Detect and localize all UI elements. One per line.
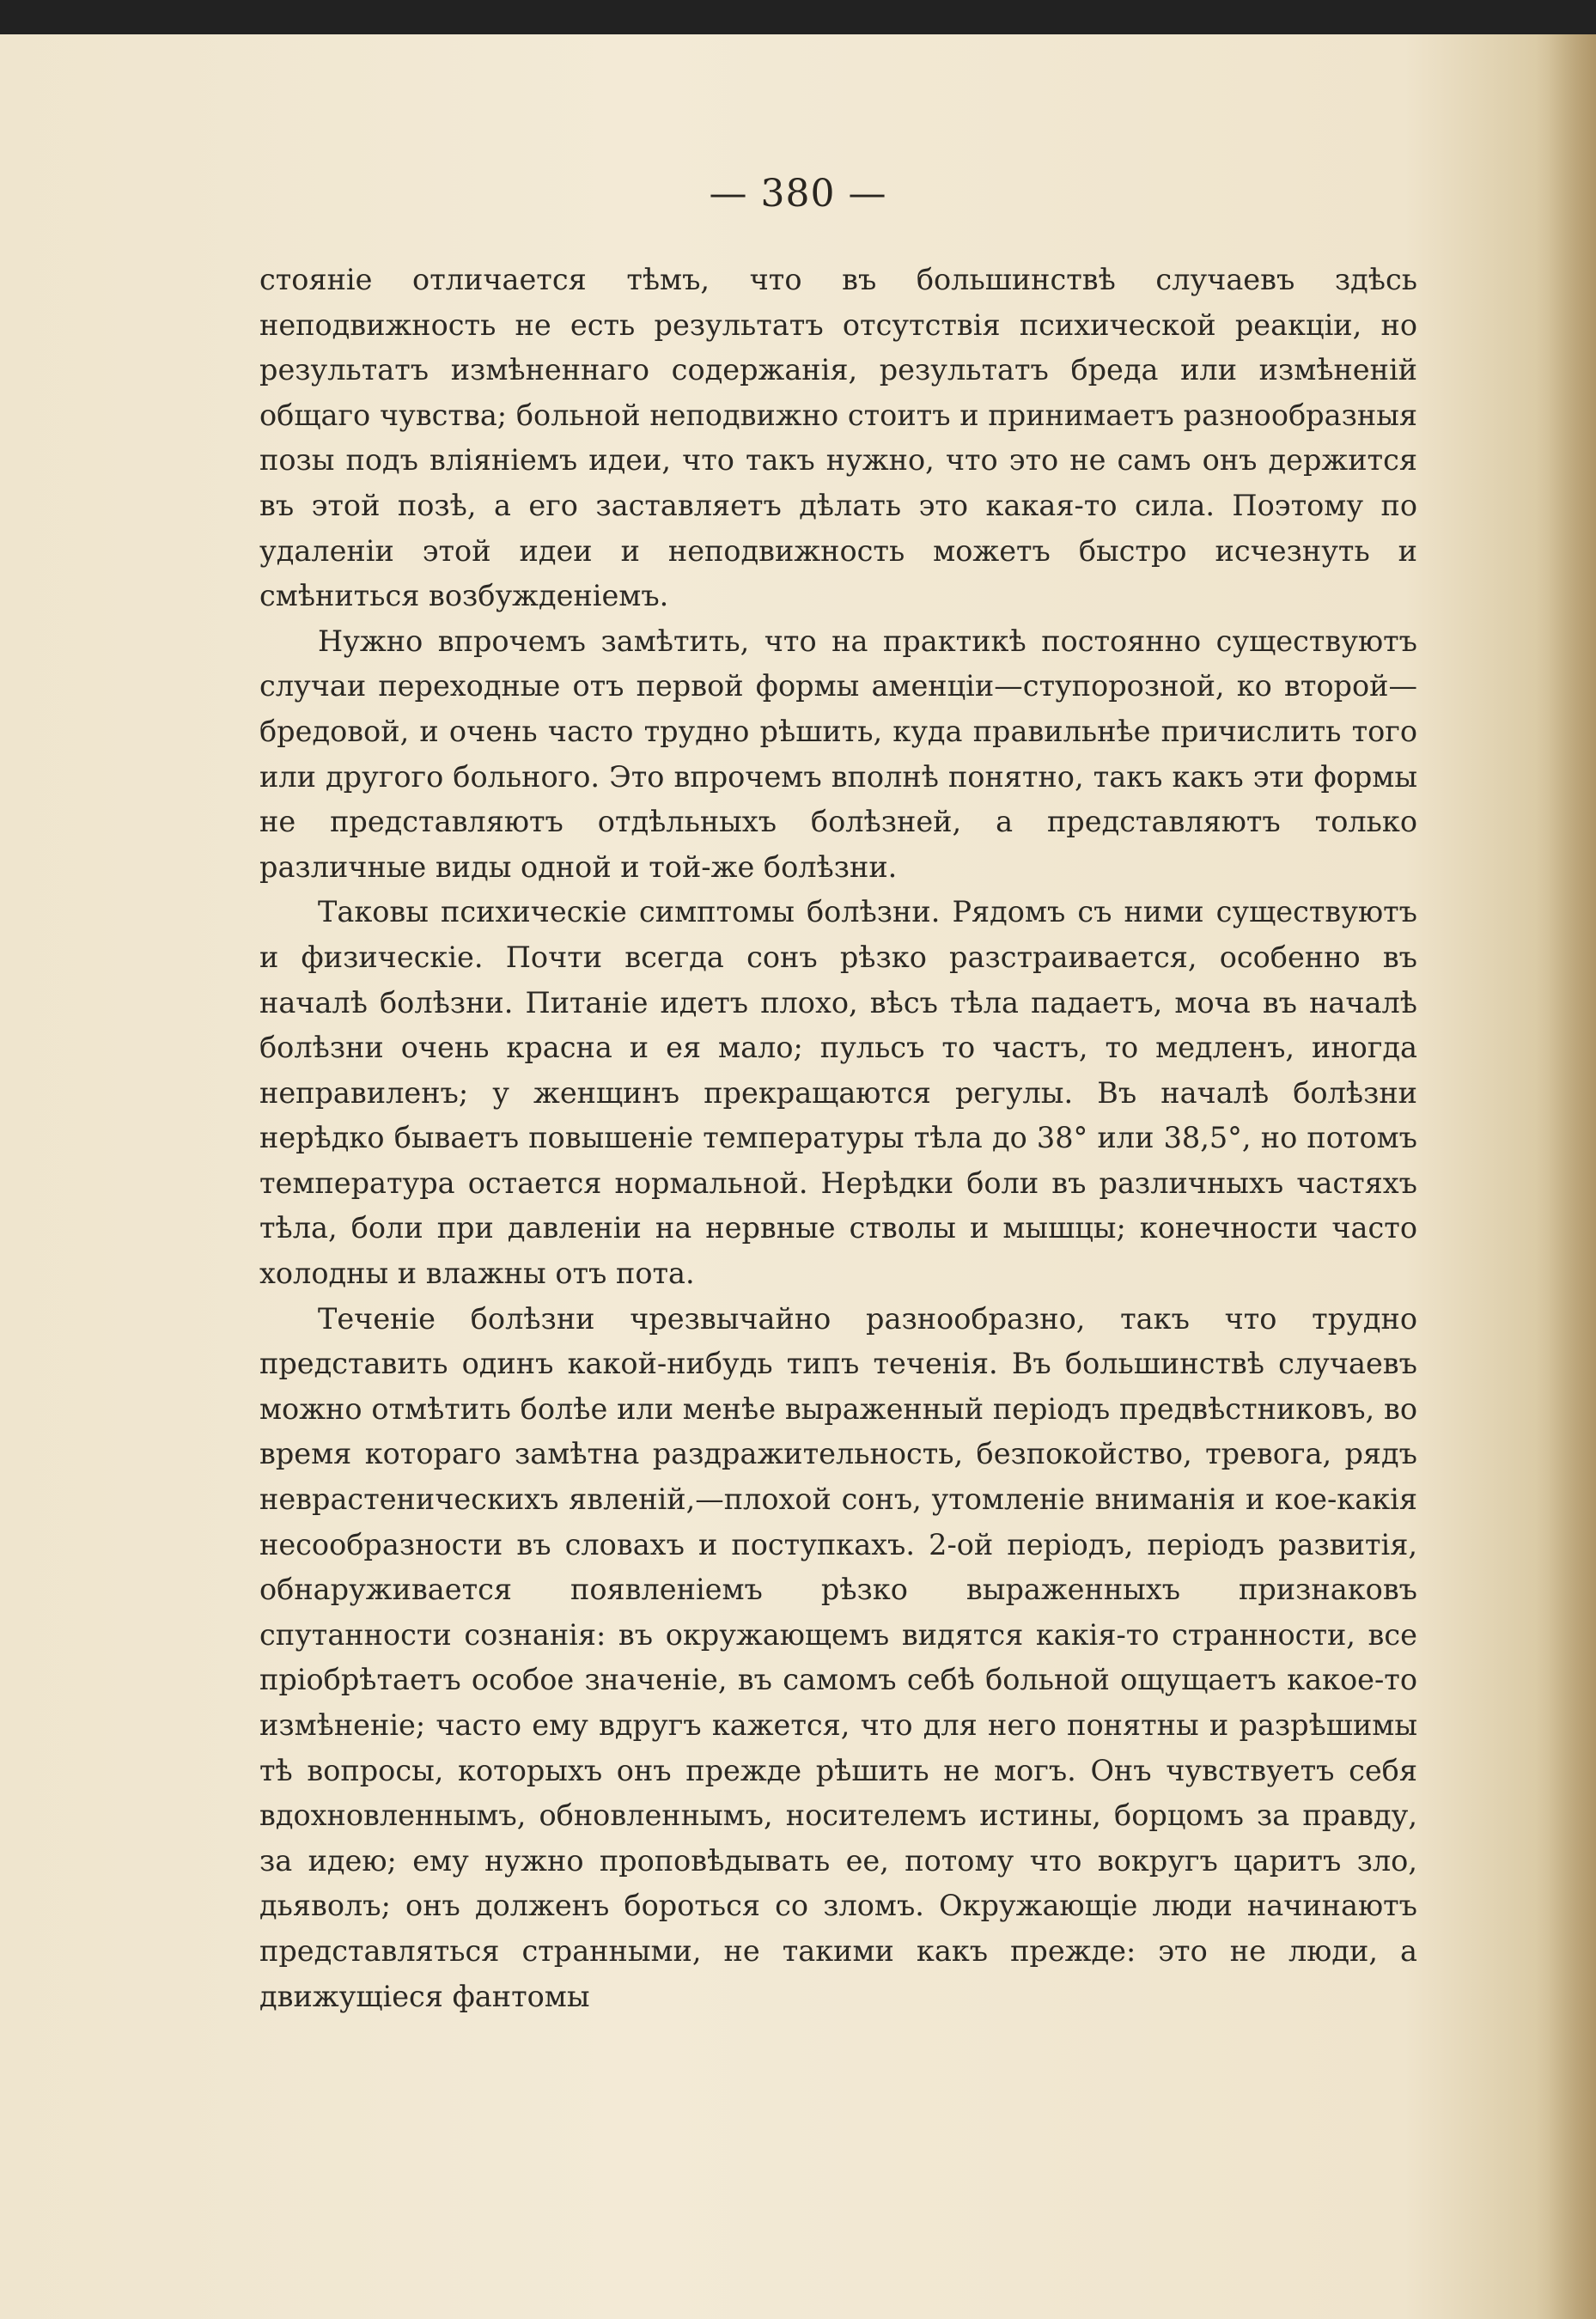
page-edge-shadow [1536, 34, 1596, 2319]
paragraph-3: Таковы психическiе симптомы болѣзни. Рядомъ съ ними существуютъ и физическiе. Почти всегда сонъ рѣзко разстраивается, особенно въ началѣ болѣзни. Питанiе идетъ плохо, вѣсъ тѣла падаетъ, моча въ началѣ болѣзни очень красна и ея мало; пульсъ то частъ, то медленъ, иногда неправиленъ; у женщинъ прекращаются регулы. Въ началѣ болѣзни нерѣдко бываетъ повышенiе температуры тѣла до 38° или 38,5°, но потомъ температура остается нормальной. Нерѣдки боли въ различныхъ частяхъ тѣла, боли при давленiи на нервные стволы и мышцы; конечности часто холодны и влажны отъ пота. [259, 895, 1417, 1291]
paragraph-2: Нужно впрочемъ замѣтить, что на практикѣ постоянно существуютъ случаи переходные отъ первой формы аменцiи—ступорозной, ко второй—бредовой, и очень часто трудно рѣшить, куда правильнѣе причислить того или другого больного. Это впрочемъ вполнѣ понятно, такъ какъ эти формы не представляютъ отдѣльныхъ болѣзней, а представляютъ только различные виды одной и той-же болѣзни. [259, 624, 1417, 884]
paragraph-1: стоянiе отличается тѣмъ, что въ большинствѣ случаевъ здѣсь неподвижность не есть результатъ отсутствiя психической реакцiи, но результатъ измѣненнаго содержанiя, результатъ бреда или измѣненiй общаго чувства; больной неподвижно стоитъ и принимаетъ разнообразныя позы подъ влiянiемъ идеи, что такъ нужно, что это не самъ онъ держится въ этой позѣ, а его заставляетъ дѣлать это какая-то сила. Поэтому по удаленiи этой идеи и неподвижность можетъ быстро исчезнуть и смѣниться возбужденiемъ. [259, 263, 1417, 613]
scan-top-border [0, 0, 1596, 34]
paragraph-4: Теченiе болѣзни чрезвычайно разнообразно, такъ что трудно представить одинъ какой-нибудь типъ теченiя. Въ большинствѣ случаевъ можно отмѣтить болѣе или менѣе выраженный перiодъ предвѣстниковъ, во время котораго замѣтна раздражительность, безпокойство, тревога, рядъ неврастеническихъ явленiй,—плохой сонъ, утомленiе вниманiя и кое-какiя несообразности въ словахъ и поступкахъ. 2-ой перiодъ, перiодъ развитiя, обнаруживается появленiемъ рѣзко выраженныхъ признаковъ спутанности сознанiя: въ окружающемъ видятся какiя-то странности, все прiобрѣтаетъ особое значенiе, въ самомъ себѣ больной ощущаетъ какое-то измѣненiе; часто ему вдругъ кажется, что для него понятны и разрѣшимы тѣ вопросы, которыхъ онъ прежде рѣшить не могъ. Онъ чувствуетъ себя вдохновленнымъ, обновленнымъ, носителемъ истины, борцомъ за правду, за идею; ему нужно проповѣдывать ее, потому что вокругъ царитъ зло, дьяволъ; онъ долженъ бороться со зломъ. Окружающiе люди начинаютъ представляться странными, не такими какъ прежде: это не люди, а движущiеся фантомы [259, 1301, 1417, 2013]
body-text [259, 258, 1417, 2019]
page-number: — 380 — [709, 172, 887, 216]
